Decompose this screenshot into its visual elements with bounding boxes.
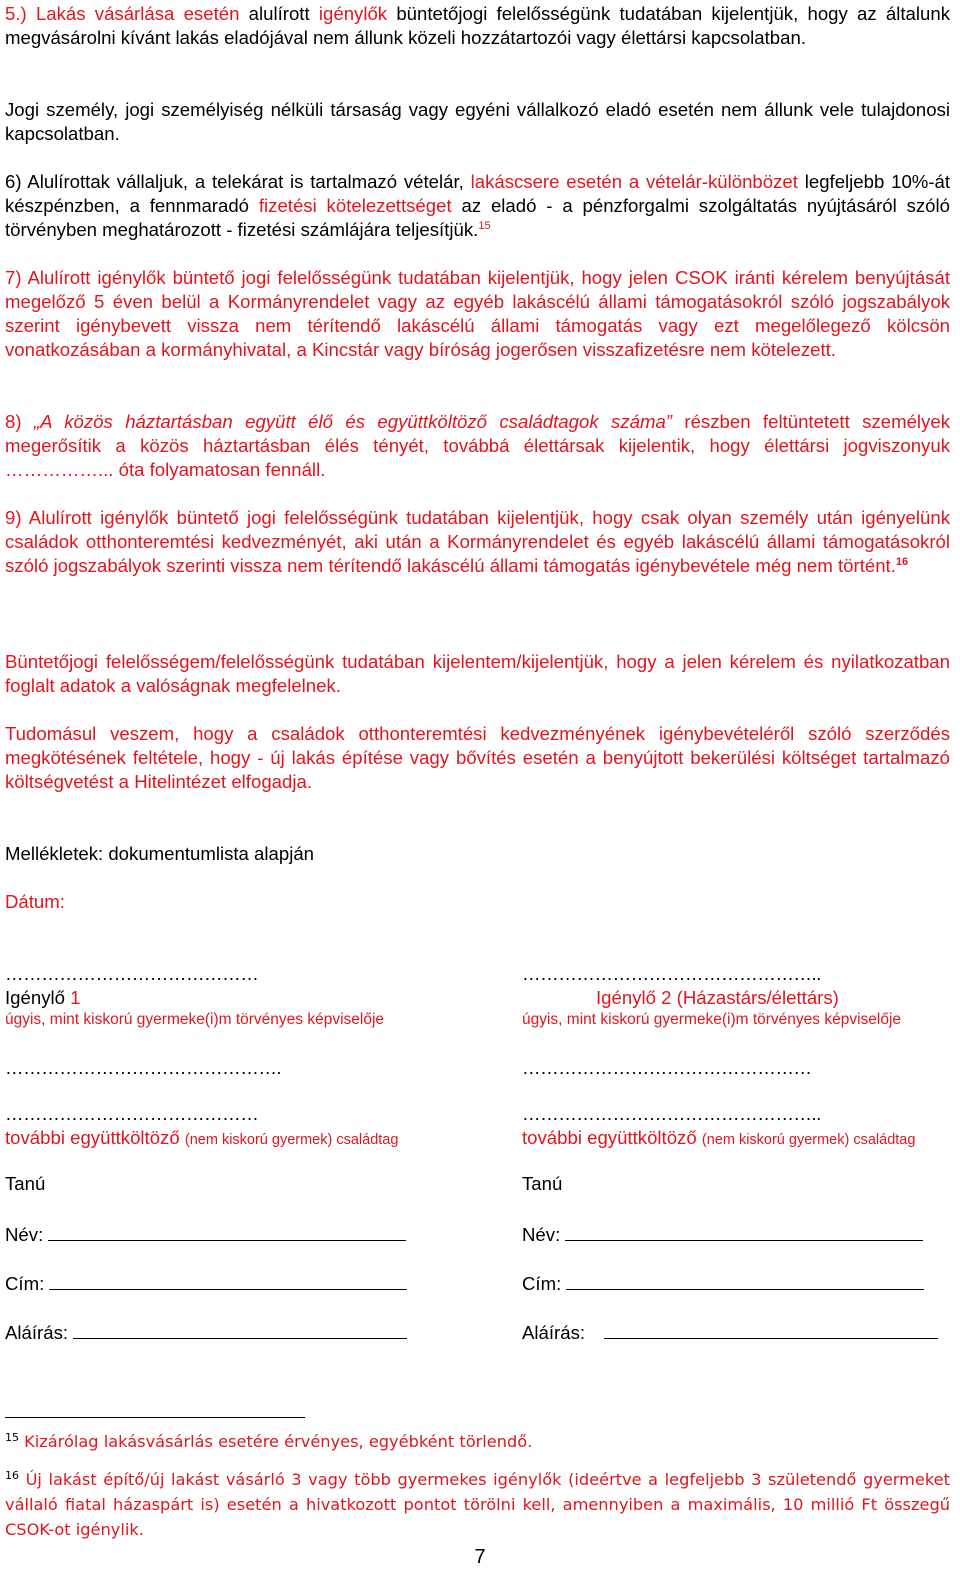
page-number: 7	[474, 1546, 486, 1568]
household-member-left	[5, 1126, 398, 1152]
p9-text: 9) Alulírott igénylők büntető jogi felelősségünk tudatában kijelentjük, hogy csak olyan személy után igényelünk családok otthonteremtési kedvezményét, aki után a Kormányrendelet és egyéb lakáscélú állami támogatásokról szóló jogszabályok szerinti vissza nem térítendő lakáscélú állami támogatás igénybevétele még nem történt.	[5, 507, 950, 576]
p8-italic-title: „A közös háztartásban együtt élő és együttköltöző családtagok száma”	[33, 411, 672, 432]
witness-right-signature-label: Aláírás:	[522, 1322, 586, 1343]
member-label-left: további együttköltöző	[5, 1127, 180, 1148]
paragraph-7: 7) Alulírott igénylők büntető jogi felelősségünk tudatában kijelentjük, hogy jelen CSOK iránti kérelem benyújtását megelőző 5 éven belül a Kormányrendelet vagy az egyéb lakáscélú állami támogatásokról szóló jogszabályok szerint igénybevett vissza nem térítendő lakáscélú állami támogatás vagy ezt megelőlegező kölcsön vonatkozásában a kormányhivatal, a Kincstár vagy bíróság jogerősen visszafizetésre nem kötelezett.	[5, 267, 950, 360]
witness-left-address-field[interactable]	[49, 1271, 407, 1290]
footnote-16-number: 16	[5, 1469, 19, 1482]
witness-right-name	[522, 1222, 923, 1247]
guardian-note-left: úgyis, mint kiskorú gyermeke(i)m törvényes képviselője	[5, 1011, 385, 1028]
signature-dots-applicant-2: …………………………………………..	[522, 963, 821, 984]
footnote-15-number: 15	[5, 1431, 19, 1444]
p6-text-a: 6) Alulírottak vállaljuk, a telekárat is tartalmazó vételár,	[5, 171, 464, 192]
witness-left-signature	[5, 1320, 407, 1345]
witness-right-address-field[interactable]	[566, 1271, 924, 1290]
footnote-16-text: Új lakást építő/új lakást vásárló 3 vagy több gyermekes igénylők (ideértve a legfeljebb 3 születendő gyermeket vállaló fiatal házaspárt is) esetén a hivatkozott pontot törölni kell, amennyiben a maximális, 10 millió Ft összegű CSOK-ot igénylik.	[5, 1470, 950, 1539]
p5-text-b: alulírott	[248, 3, 310, 24]
applicant-1-word: Igénylő	[5, 987, 65, 1008]
signature-dots-left-2: ……………………………………….	[5, 1057, 282, 1078]
paragraph-6	[5, 170, 950, 242]
witness-left-heading: Tanú	[5, 1173, 46, 1194]
p6-red-d: fizetési kötelezettséget	[258, 195, 452, 216]
witness-right-heading: Tanú	[522, 1173, 563, 1194]
member-note-left: (nem kiskorú gyermek) családtag	[184, 1132, 399, 1148]
p6-text-c: legfeljebb 10%-át készpénzben, a fennmaradó	[5, 171, 951, 216]
date-label: Dátum:	[5, 891, 65, 912]
footnote-separator	[5, 1417, 305, 1418]
p6-red-b: lakáscsere esetén a vételár-különbözet	[470, 171, 798, 192]
witness-left-address	[5, 1271, 407, 1296]
applicant-2-label: Igénylő 2 (Házastárs/élettárs)	[596, 987, 839, 1008]
witness-left-signature-label: Aláírás:	[5, 1322, 69, 1343]
p5-number: 5.)	[5, 3, 27, 24]
paragraph-5	[5, 2, 950, 50]
footnote-15-text: Kizárólag lakásvásárlás esetére érvényes, egyébként törlendő.	[24, 1432, 533, 1451]
witness-left-address-label: Cím:	[5, 1273, 45, 1294]
paragraph-8	[5, 410, 950, 482]
p8-number: 8)	[5, 411, 34, 432]
household-member-right	[522, 1126, 915, 1152]
guardian-note-right: úgyis, mint kiskorú gyermeke(i)m törvényes képviselője	[522, 1011, 902, 1028]
signature-dots-left-3: ……………………………………	[5, 1103, 259, 1124]
signature-dots-right-3: …………………………………………..	[522, 1103, 821, 1124]
member-label-right: további együttköltöző	[522, 1127, 697, 1148]
p8-text: részben feltüntetett személyek megerősítik a közös háztartásban élés tényét, továbbá élettársak kijelentik, hogy élettársi jogviszonyuk ……………... óta folyamatosan fennáll.	[5, 411, 950, 480]
footnote-ref-16: 16	[895, 556, 909, 568]
p5-red-a: Lakás vásárlása esetén	[35, 3, 240, 24]
witness-right-name-field[interactable]	[565, 1222, 923, 1241]
witness-right-address	[522, 1271, 924, 1296]
footnote-16	[5, 1467, 950, 1542]
declaration-1: Büntetőjogi felelősségem/felelősségünk tudatában kijelentem/kijelentjük, hogy a jelen kérelem és nyilatkozatban foglalt adatok a valóságnak megfelelnek.	[5, 651, 950, 696]
witness-right-signature	[522, 1320, 938, 1345]
signature-dots-applicant-1: ……………………………………	[5, 963, 259, 984]
witness-left-name	[5, 1222, 406, 1247]
attachments-label: Mellékletek: dokumentumlista alapján	[5, 843, 315, 864]
witness-left-name-label: Név:	[5, 1224, 44, 1245]
witness-right-address-label: Cím:	[522, 1273, 562, 1294]
witness-right-name-label: Név:	[522, 1224, 561, 1245]
declaration-2: Tudomásul veszem, hogy a családok otthonteremtési kedvezményének igénybevételéről szóló szerződés megkötésének feltétele, hogy - új lakás építése vagy bővítés esetén a benyújtott bekerülési költséget tartalmazó költségvetést a Hitelintézet elfogadja.	[5, 723, 950, 792]
paragraph-9	[5, 506, 950, 578]
footnote-ref-15: 15	[478, 220, 491, 232]
footnote-15	[5, 1429, 950, 1454]
witness-left-signature-field[interactable]	[73, 1320, 407, 1339]
witness-right-signature-field[interactable]	[604, 1320, 938, 1339]
paragraph-5-legal-entity: Jogi személy, jogi személyiség nélküli társaság vagy egyéni vállalkozó eladó esetén nem állunk vele tulajdonosi kapcsolatban.	[5, 99, 950, 144]
applicant-1-label	[5, 986, 80, 1010]
member-note-right: (nem kiskorú gyermek) családtag	[701, 1132, 916, 1148]
p6-text-e: az eladó - a pénzforgalmi szolgáltatás nyújtásáról szóló törvényben meghatározott - fizetési számlájára teljesítjük.	[5, 195, 950, 240]
signature-dots-right-2: …………………………………………	[522, 1057, 812, 1078]
applicant-1-number: 1	[70, 987, 81, 1008]
p5-text-d: büntetőjogi felelősségünk tudatában kijelentjük, hogy az általunk megvásárolni kívánt lakás eladójával nem állunk közeli hozzátartozói vagy élettársi kapcsolatban.	[5, 3, 950, 48]
witness-left-name-field[interactable]	[48, 1222, 406, 1241]
p5-red-c: igénylők	[318, 3, 388, 24]
